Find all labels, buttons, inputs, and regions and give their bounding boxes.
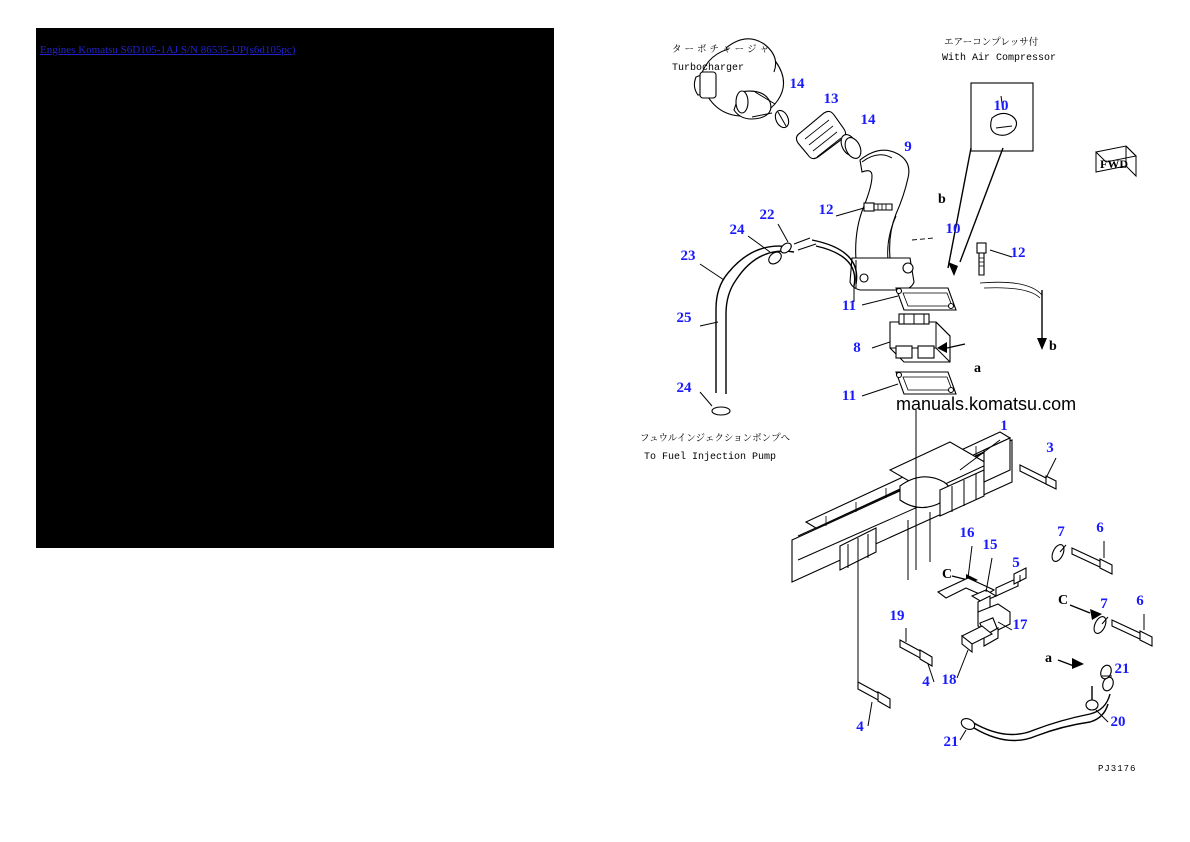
- item-number-23: 23: [680, 248, 696, 264]
- leader-3: [1046, 458, 1056, 478]
- part-12-bolt-right: [977, 243, 986, 275]
- thumbnail-panel: [36, 28, 554, 548]
- callout-b-2: b: [1049, 339, 1057, 354]
- callout-a-1: a: [974, 361, 981, 376]
- watermark: manuals.komatsu.com: [896, 394, 1077, 414]
- fwd-marker-icon: [1096, 146, 1136, 176]
- catalog-link[interactable]: Engines Komatsu S6D105-1AJ S/N 86535-UP(s6d105pc): [40, 44, 296, 56]
- part-23-25-tube: [712, 238, 857, 415]
- item-number-6: 6: [1096, 520, 1104, 536]
- item-number-9: 9: [904, 139, 912, 155]
- drawing-code: PJ3176: [1098, 764, 1137, 774]
- item-number-19: 19: [889, 608, 905, 624]
- parts-diagram-panel: [630, 28, 1155, 788]
- leader-15: [986, 558, 992, 592]
- part-8-valve-block: [890, 314, 950, 362]
- part-17-switch: [978, 604, 1010, 646]
- part-1-manifold: [792, 432, 1012, 582]
- item-number-24: 24: [676, 380, 692, 396]
- item-number-4: 4: [922, 674, 930, 690]
- item-number-6: 6: [1136, 593, 1144, 609]
- item-number-11: 11: [841, 298, 857, 314]
- item-number-14: 14: [860, 112, 876, 128]
- item-number-16: 16: [959, 525, 975, 541]
- parts-diagram-svg: [630, 28, 1155, 788]
- fuel-pump-label-jp: フュウルインジェクションポンプへ: [640, 433, 790, 444]
- part-19-bolt: [900, 640, 932, 666]
- item-number-3: 3: [1046, 440, 1054, 456]
- part-6-bolt-upper: [1072, 548, 1112, 574]
- callout-b-1: b: [938, 192, 946, 207]
- leader-12-right: [990, 250, 1012, 257]
- item-number-7: 7: [1100, 596, 1108, 612]
- part-20-21-harness: [960, 664, 1116, 741]
- item-number-18: 18: [941, 672, 957, 688]
- item-number-8: 8: [853, 340, 861, 356]
- fuel-pump-label-en: To Fuel Injection Pump: [644, 452, 777, 463]
- item-number-1: 1: [1000, 418, 1008, 434]
- callout-C-lower-arrow: [1070, 605, 1090, 613]
- part-12-bolt-left: [864, 203, 892, 211]
- air-compressor-label-en: With Air Compressor: [942, 53, 1057, 64]
- item-number-12: 12: [1010, 245, 1026, 261]
- turbocharger-label-jp: タ ー ボ チ ャ ー ジ ャ: [672, 44, 770, 55]
- part-5-bolt: [996, 568, 1026, 596]
- item-number-17: 17: [1012, 617, 1028, 633]
- part-14-left: [773, 108, 791, 129]
- item-number-15: 15: [982, 537, 998, 553]
- callout-a-2: a: [1045, 651, 1052, 666]
- svg-text:FWD: FWD: [1100, 157, 1128, 171]
- leader-12-left: [836, 208, 864, 216]
- part-11-gasket-upper: [896, 288, 956, 310]
- leader-4-lower: [868, 702, 872, 726]
- part-4-bolt-lower: [858, 682, 890, 708]
- item-number-7: 7: [1057, 524, 1065, 540]
- air-compressor-inset: [971, 83, 1033, 151]
- item-number-4: 4: [856, 719, 864, 735]
- leader-22: [778, 224, 788, 242]
- inset-arrow: [948, 262, 958, 276]
- leader-11-upper: [862, 296, 898, 305]
- callout-C-2: C: [1058, 593, 1069, 608]
- part-13-hose: [796, 111, 845, 158]
- item-number-25: 25: [676, 310, 692, 326]
- part-6-bolt-lower: [1112, 620, 1152, 646]
- callout-C-1: C: [942, 567, 953, 582]
- callout-a-bottom-arrow: [1058, 660, 1074, 666]
- item-number-11: 11: [841, 388, 857, 404]
- item-number-13: 13: [823, 91, 839, 107]
- item-number-21: 21: [1114, 661, 1130, 677]
- air-compressor-label-jp: エアーコンプレッサ付: [944, 37, 1039, 48]
- leader-16: [968, 546, 972, 578]
- leader-20: [1096, 710, 1108, 722]
- item-number-5: 5: [1012, 555, 1020, 571]
- leader-24-lower: [700, 392, 712, 406]
- item-number-21: 21: [943, 734, 959, 750]
- item-number-22: 22: [759, 207, 775, 223]
- leader-8: [872, 342, 890, 348]
- callout-b-arrowhead: [1037, 338, 1047, 350]
- item-number-14: 14: [789, 76, 805, 92]
- part-11-gasket-lower: [896, 372, 956, 394]
- inset-leader-line: [945, 148, 971, 268]
- leader-18: [957, 650, 968, 678]
- item-number-12: 12: [818, 202, 834, 218]
- callout-a-bottom-arrowhead: [1072, 658, 1084, 669]
- leader-11-lower: [862, 384, 898, 396]
- leader-23: [700, 264, 724, 280]
- item-number-10: 10: [945, 221, 961, 237]
- item-number-24: 24: [729, 222, 745, 238]
- item-number-20: 20: [1110, 714, 1126, 730]
- part-9-intake-connector: [850, 150, 934, 290]
- item-number-10: 10: [993, 98, 1009, 114]
- part-7-washer-upper: [1050, 543, 1067, 564]
- turbocharger-label-en: Turbocharger: [672, 63, 745, 74]
- leader-21-left: [960, 730, 966, 740]
